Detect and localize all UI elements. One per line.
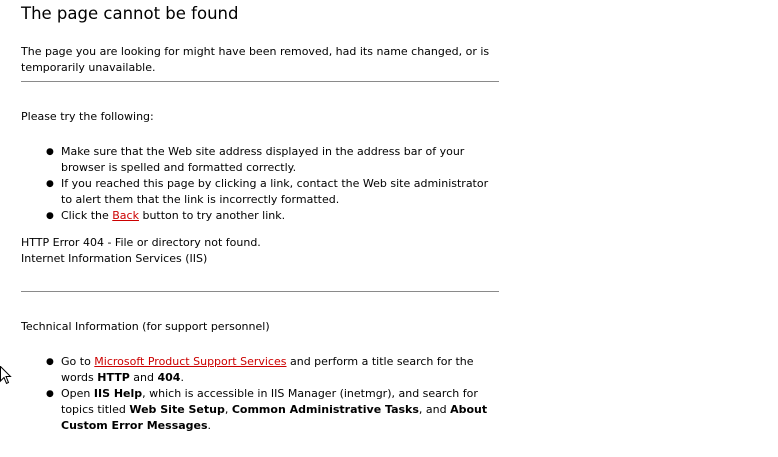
keyword-custom-errors: About Custom Error Messages [61,403,488,432]
mouse-pointer-icon [0,366,12,386]
bullet-icon: ● [46,211,54,221]
keyword-http: HTTP [97,371,130,384]
tech-heading: Technical Information (for support personnel) [21,320,270,333]
keyword-web-site-setup: Web Site Setup [129,403,225,416]
intro-text: The page you are looking for might have been removed, had its name changed, or is temporarily unavailable. [21,45,490,74]
tech-text: , [224,403,232,416]
suggestion-text: button to try another link. [138,209,286,222]
tech-text: and [129,371,158,384]
back-link[interactable]: Back [112,209,139,222]
page-title: The page cannot be found [21,4,239,23]
suggestion-list [21,144,499,224]
divider [21,81,499,82]
list-item [46,144,499,176]
bullet-icon: ● [46,389,54,399]
bullet-icon: ● [46,147,54,157]
server-name: Internet Information Services (IIS) [21,252,208,265]
suggestion-text: Click the [61,209,113,222]
tech-list [21,354,499,434]
error-page [21,0,499,434]
support-services-link[interactable]: Microsoft Product Support Services [94,355,287,368]
tech-text: Open [61,387,94,400]
suggestion-text: Make sure that the Web site address displayed in the address bar of your browser is spelled and formatted correctly. [61,145,465,174]
tech-text: . [207,419,212,432]
try-heading: Please try the following: [21,110,154,123]
tech-text: and perform a title search for the words [61,355,474,384]
tech-text: , which is accessible in IIS Manager (inetmgr), and search for topics titled [61,387,478,416]
error-code: HTTP Error 404 - File or directory not found. [21,236,261,249]
list-item [46,176,499,208]
list-item [46,386,499,434]
suggestion-text: If you reached this page by clicking a link, contact the Web site administrator to alert them that the link is incorrectly formatted. [61,177,489,206]
tech-text: . [180,371,184,384]
keyword-404: 404 [157,371,181,384]
tech-text: Go to [61,355,95,368]
keyword-admin-tasks: Common Administrative Tasks [231,403,419,416]
divider [21,291,499,292]
list-item [46,354,499,386]
bullet-icon: ● [46,179,54,189]
tech-text: , and [418,403,451,416]
list-item [46,208,499,224]
bullet-icon: ● [46,357,54,367]
keyword-iis-help: IIS Help [93,387,143,400]
